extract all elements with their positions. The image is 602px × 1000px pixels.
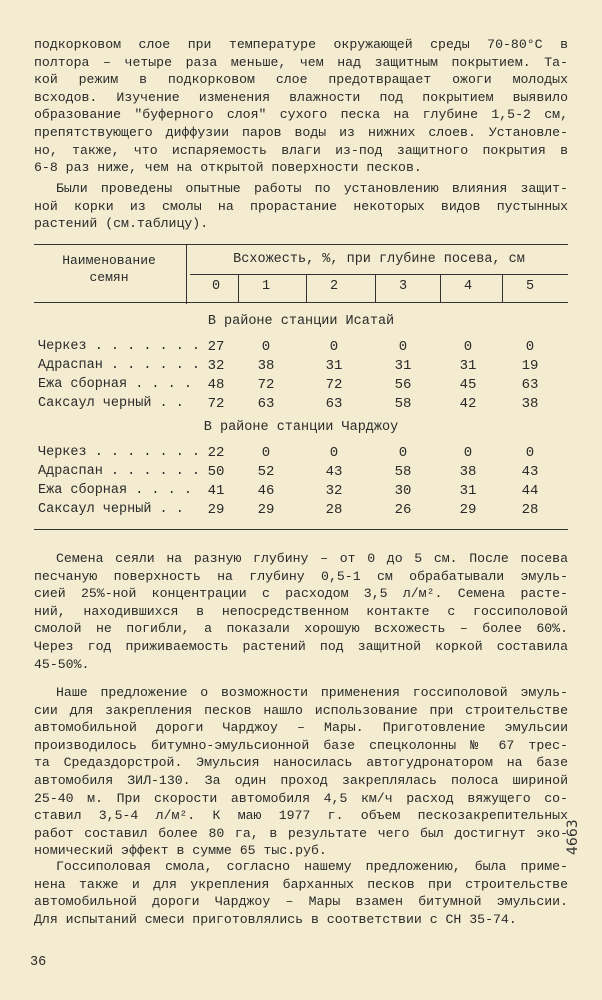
header-name: [34, 252, 184, 286]
depth-column-divider: [238, 274, 239, 302]
text-line: автомобильной дороги Чарджоу – Мары взамен битумной эмульсии.: [34, 894, 568, 910]
table-row-name: Саксаул черный . .: [38, 396, 184, 411]
table-row-name: Черкез . . . . . . .: [38, 339, 201, 354]
table-cell: 0: [463, 339, 473, 355]
table-cell: 19: [521, 358, 539, 374]
depth-column-header: 0: [211, 279, 221, 294]
text-line: 45-50%.: [34, 656, 90, 672]
header-germination: Всхожесть, %, при глубине посева, см: [233, 252, 525, 267]
table-cell: 31: [459, 358, 477, 374]
table-cell: 31: [459, 483, 477, 499]
text-line: Для испытаний смеси приготовлялись в соответствии с СН 35-74.: [34, 911, 517, 927]
text-line: Госсиполовая смола, согласно нашему предложению, была приме-: [56, 859, 568, 874]
paragraph-4: [34, 684, 568, 860]
table-bottom-rule: [34, 529, 568, 530]
header-name-line-1: Наименование: [62, 253, 156, 268]
header-mid-rule: [190, 274, 568, 275]
paragraph-2: [34, 180, 568, 233]
text-line: Через год приживаемость растений под защитной коркой составила: [34, 638, 568, 654]
depth-column-header: 5: [525, 279, 535, 294]
table-cell: 0: [261, 339, 271, 355]
table-cell: 28: [325, 502, 343, 518]
text-line: песчаную поверхность на глубину 0,5-1 см обрабатывали эмуль-: [34, 568, 568, 584]
table-cell: 0: [329, 339, 339, 355]
text-line: препятствующего диффузии паров воды из нижних слоев. Установле-: [34, 124, 568, 140]
table-cell: 63: [521, 377, 539, 393]
table-row-name: Адраспан . . . . . .: [38, 358, 201, 373]
table-cell: 32: [325, 483, 343, 499]
table-cell: 63: [257, 396, 275, 412]
text-line: Наше предложение о возможности применения госсиполовой эмуль-: [56, 685, 568, 700]
table-cell: 31: [325, 358, 343, 374]
table-section-title: В районе станции Чарджоу: [203, 420, 399, 435]
text-line: работ составил более 80 га, в результате чего был достигнут эко-: [34, 825, 568, 841]
depth-column-header: 4: [463, 279, 473, 294]
table-row-name: Саксаул черный . .: [38, 502, 184, 517]
table-cell: 0: [525, 445, 535, 461]
table-cell: 32: [207, 358, 225, 374]
table-cell: 52: [257, 464, 275, 480]
text-line: нена также и для укрепления барханных песков при строительстве: [34, 876, 568, 892]
table-cell: 45: [459, 377, 477, 393]
table-cell: 27: [207, 339, 225, 355]
table-cell: 72: [207, 396, 225, 412]
paragraph-1: [34, 36, 568, 177]
table-cell: 72: [257, 377, 275, 393]
table-cell: 30: [394, 483, 412, 499]
table-cell: 38: [521, 396, 539, 412]
table-row-name: Адраспан . . . . . .: [38, 464, 201, 479]
text-line: ной корки из смолы на прорастание некоторых видов пустынных: [34, 198, 568, 214]
table-cell: 28: [521, 502, 539, 518]
text-line: всходов. Изучение изменения влажности под покрытием выявило: [34, 89, 568, 105]
table-cell: 0: [525, 339, 535, 355]
table-cell: 48: [207, 377, 225, 393]
header-name-line-2: семян: [89, 270, 129, 285]
table-cell: 22: [207, 445, 225, 461]
text-line: производилось битумно-эмульсионной базе спецколонны № 67 трес-: [34, 737, 568, 753]
table-cell: 29: [257, 502, 275, 518]
text-line: Были проведены опытные работы по установлению влияния защит-: [56, 181, 568, 196]
text-line: сией 25%-ной концентрации с расходом 3,5 л/м². Семена расте-: [34, 586, 568, 602]
table-cell: 43: [325, 464, 343, 480]
table-top-rule: [34, 244, 568, 245]
table-cell: 41: [207, 483, 225, 499]
table-cell: 44: [521, 483, 539, 499]
table-cell: 42: [459, 396, 477, 412]
depth-column-divider: [440, 274, 441, 302]
table-cell: 26: [394, 502, 412, 518]
depth-column-header: 3: [398, 279, 408, 294]
text-line: 25-40 м. При скорости автомобиля 4,5 км/ч расход вяжущего со-: [34, 790, 568, 806]
text-line: ставил 3,5-4 л/м². К маю 1977 г. объем пескозакрепительных: [34, 808, 568, 824]
table-cell: 58: [394, 464, 412, 480]
depth-column-divider: [375, 274, 376, 302]
archive-stamp: 4663: [565, 819, 581, 855]
text-line: смолой не погибли, а показали хорошую всхожесть – более 60%.: [34, 621, 568, 637]
text-line: 6-8 раз ниже, чем на открытой поверхности песков.: [34, 160, 422, 176]
text-line: но, также, что испаряемость влаги из-под защитного покрытия в: [34, 142, 568, 158]
paragraph-3: [34, 550, 568, 673]
table-cell: 72: [325, 377, 343, 393]
table-row-name: Ежа сборная . . . .: [38, 483, 192, 498]
table-cell: 0: [329, 445, 339, 461]
table-cell: 31: [394, 358, 412, 374]
table-row-name: Ежа сборная . . . .: [38, 377, 192, 392]
depth-column-divider: [306, 274, 307, 302]
table-cell: 46: [257, 483, 275, 499]
depth-column-divider: [502, 274, 503, 302]
depth-column-header: 2: [329, 279, 339, 294]
table-cell: 43: [521, 464, 539, 480]
table-cell: 63: [325, 396, 343, 412]
text-line: автомобильной дороги Чарджоу – Мары. Приготовление эмульсии: [34, 720, 568, 736]
header-bottom-rule: [34, 302, 568, 303]
text-line: та Средаздорстрой. Эмульсия наносилась автогудронатором на базе: [34, 755, 568, 771]
text-line: номический эффект в сумме 65 тыс.руб.: [34, 843, 327, 859]
depth-column-header: 1: [261, 279, 271, 294]
text-line: полтора – четыре раза меньше, чем над защитным покрытием. Та-: [34, 54, 568, 70]
table-cell: 0: [261, 445, 271, 461]
text-line: автомобиля ЗИЛ-130. За один проход закреплялась полоса шириной: [34, 772, 568, 788]
table-header-divider: [186, 244, 187, 304]
table-cell: 0: [463, 445, 473, 461]
table-cell: 0: [398, 339, 408, 355]
text-line: образование "буферного слоя" сухого песка на глубине 1,5-2 см,: [34, 107, 568, 123]
text-line: Семена сеяли на разную глубину – от 0 до 5 см. После посева: [56, 551, 568, 566]
table-cell: 56: [394, 377, 412, 393]
text-line: кой режим в подкорковом слое предотвращает ожоги молодых: [34, 72, 568, 88]
table-cell: 58: [394, 396, 412, 412]
text-line: растений (см.таблицу).: [34, 216, 209, 232]
table-cell: 38: [257, 358, 275, 374]
table-cell: 38: [459, 464, 477, 480]
text-line: ний, находившихся в непосредственном контакте с госсиполовой: [34, 603, 568, 619]
text-line: сии для закрепления песков нашло использование при строительстве: [34, 702, 568, 718]
table-section-title: В районе станции Исатай: [207, 314, 395, 329]
table-row-name: Черкез . . . . . . .: [38, 445, 201, 460]
page-number: 36: [30, 955, 47, 970]
table-cell: 0: [398, 445, 408, 461]
table-cell: 29: [459, 502, 477, 518]
paragraph-5: [34, 858, 568, 928]
table-cell: 29: [207, 502, 225, 518]
text-line: подкорковом слое при температуре окружающей среды 70-80°С в: [34, 37, 568, 52]
table-cell: 50: [207, 464, 225, 480]
